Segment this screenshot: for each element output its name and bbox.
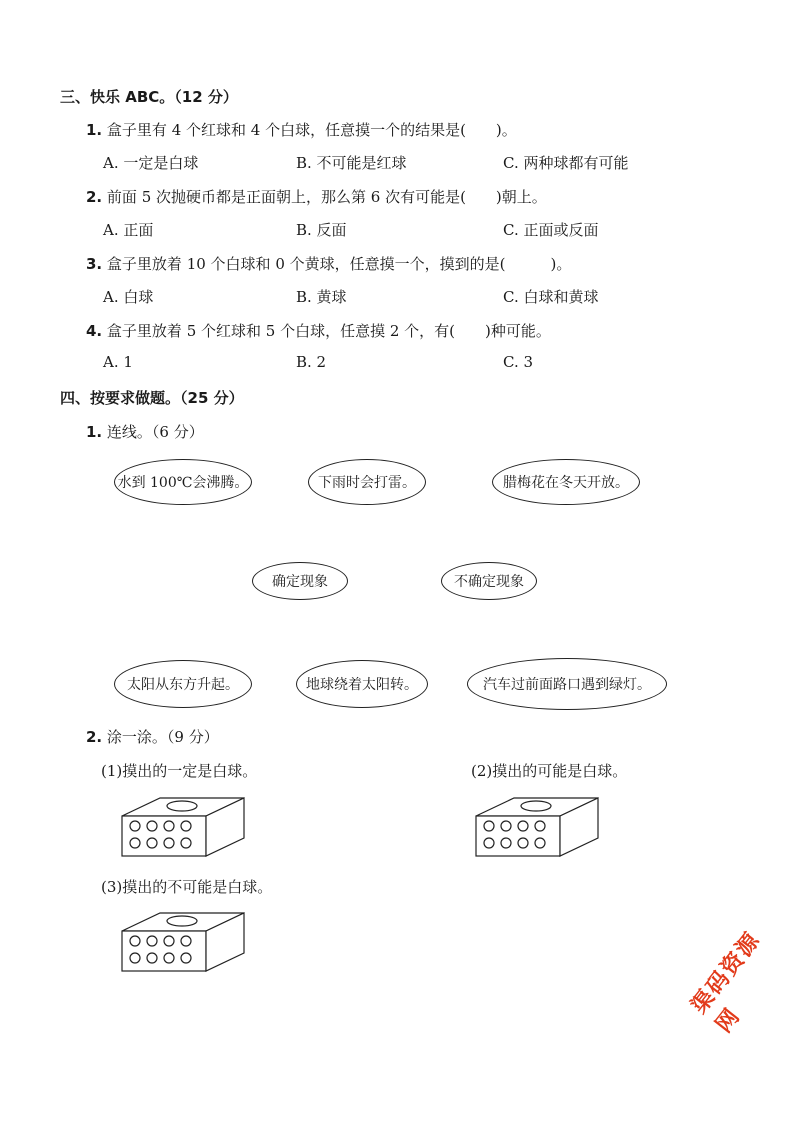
event-oval-plum-blossom[interactable]: 腊梅花在冬天开放。 [492, 459, 640, 505]
color-part-3: (3)摸出的不可能是白球。 [101, 878, 273, 896]
q3-option-a: A. 白球 [103, 288, 154, 306]
question-1: 1. 盒子里有 4 个红球和 4 个白球，任意摸一个的结果是( )。 [86, 121, 517, 139]
connect-task-title: 1. 连线。（6 分） [86, 423, 204, 441]
event-oval-green-light[interactable]: 汽车过前面路口遇到绿灯。 [467, 658, 667, 710]
q2-option-a: A. 正面 [103, 221, 154, 239]
watermark: 渠码资源网 [686, 927, 766, 1038]
q3-option-c: C. 白球和黄球 [503, 288, 599, 306]
color-part-1: (1)摸出的一定是白球。 [101, 762, 258, 780]
q1-option-b: B. 不可能是红球 [296, 154, 407, 172]
event-oval-sun-rises[interactable]: 太阳从东方升起。 [114, 660, 252, 708]
category-oval-certain[interactable]: 确定现象 [252, 562, 348, 600]
ball-box-1[interactable] [118, 796, 248, 860]
q2-option-b: B. 反面 [296, 221, 347, 239]
q1-option-a: A. 一定是白球 [103, 154, 199, 172]
question-3: 3. 盒子里放着 10 个白球和 0 个黄球，任意摸一个，摸到的是( )。 [86, 255, 572, 273]
question-4: 4. 盒子里放着 5 个红球和 5 个白球，任意摸 2 个，有( )种可能。 [86, 322, 551, 340]
color-task-title: 2. 涂一涂。（9 分） [86, 728, 219, 746]
q3-option-b: B. 黄球 [296, 288, 347, 306]
ball-box-2[interactable] [472, 796, 602, 860]
q1-option-c: C. 两种球都有可能 [503, 154, 629, 172]
color-part-2: (2)摸出的可能是白球。 [471, 762, 628, 780]
question-2: 2. 前面 5 次抛硬币都是正面朝上，那么第 6 次有可能是( )朝上。 [86, 188, 547, 206]
q2-option-c: C. 正面或反面 [503, 221, 599, 239]
event-oval-earth-orbits[interactable]: 地球绕着太阳转。 [296, 660, 428, 708]
section-4-title: 四、按要求做题。（25 分） [60, 389, 244, 407]
event-oval-thunder[interactable]: 下雨时会打雷。 [308, 459, 426, 505]
section-3-title: 三、快乐 ABC。（12 分） [60, 88, 238, 106]
ball-box-3[interactable] [118, 911, 248, 975]
q4-option-c: C. 3 [503, 353, 534, 371]
q4-option-b: B. 2 [296, 353, 327, 371]
category-oval-uncertain[interactable]: 不确定现象 [441, 562, 537, 600]
q4-option-a: A. 1 [103, 353, 133, 371]
event-oval-water-boils[interactable]: 水到 100℃会沸腾。 [114, 459, 252, 505]
